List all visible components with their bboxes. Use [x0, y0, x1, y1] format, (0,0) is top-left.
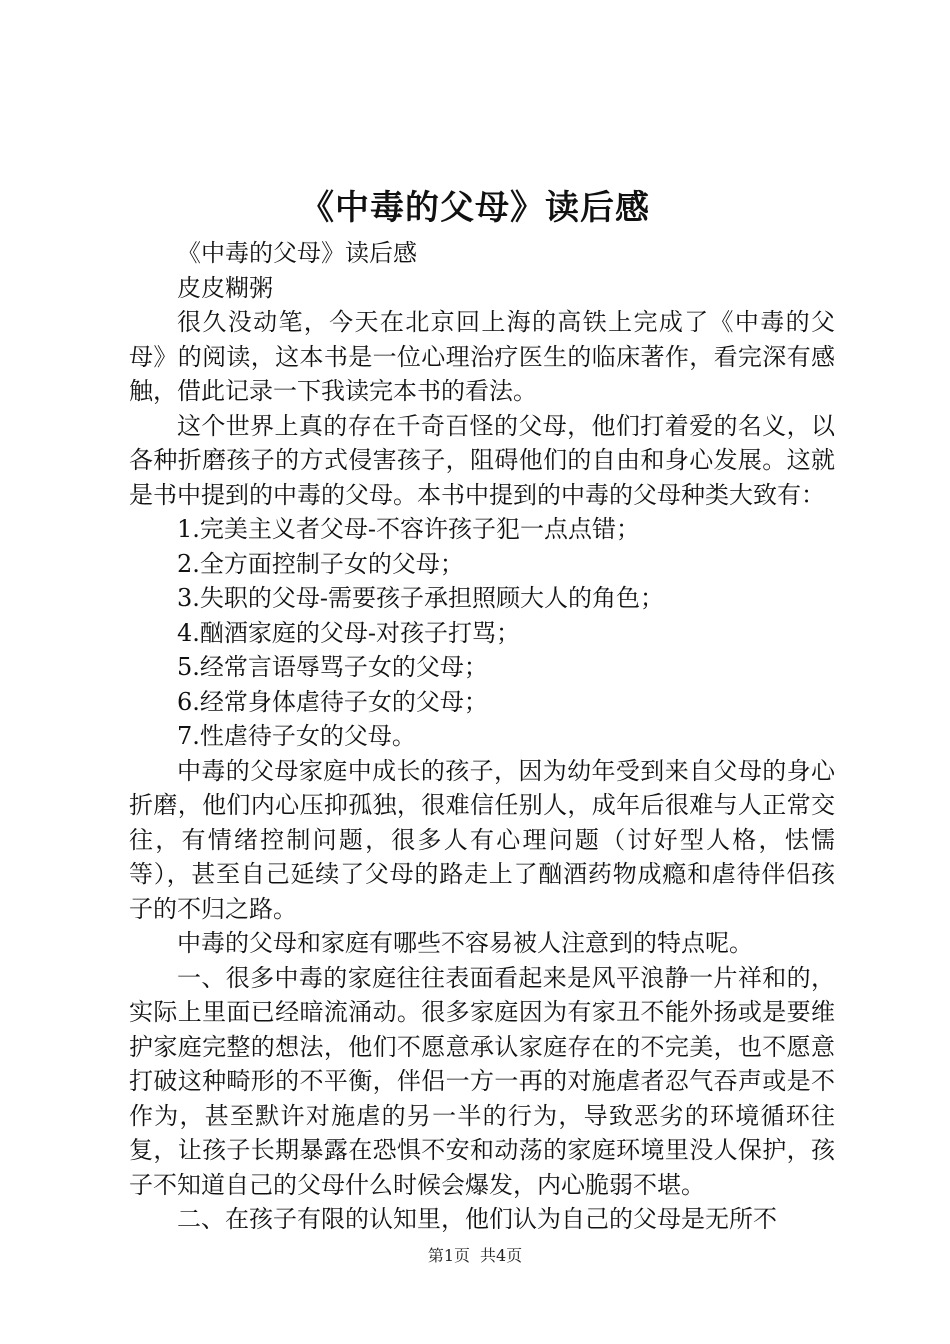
- list-item: 7.性虐待子女的父母。: [177, 722, 416, 750]
- page-number: 第1页: [427, 1246, 470, 1265]
- page-footer: [0, 1244, 950, 1268]
- list-item: 6.经常身体虐待子女的父母；: [177, 687, 488, 716]
- paragraph: 二、在孩子有限的认知里，他们认为自己的父母是无所不: [177, 1205, 777, 1233]
- list-item: 1.完美主义者父母-不容许孩子犯一点点错；: [177, 515, 641, 543]
- paragraph-subtitle: 《中毒的父母》读后感: [177, 239, 417, 267]
- page-total: 共4页: [480, 1246, 523, 1265]
- list-item: 3.失职的父母-需要孩子承担照顾大人的角色；: [177, 584, 665, 612]
- paragraph: 中毒的父母和家庭有哪些不容易被人注意到的特点呢。: [177, 929, 753, 957]
- paragraph: 这个世界上真的存在千奇百怪的父母，他们打着爱的名义，以各种折磨孩子的方式侵害孩子，阻碍他们的自由和身心发展。这就是书中提到的中毒的父母。本书中提到的中毒的父母种类大致有：: [129, 411, 835, 509]
- list-item: 5.经常言语辱骂子女的父母；: [177, 653, 488, 681]
- document-body: [129, 236, 835, 1237]
- document-title: 《中毒的父母》读后感: [300, 188, 650, 228]
- list-item: 4.酗酒家庭的父母-对孩子打骂；: [177, 618, 521, 647]
- paragraph-author: 皮皮糊粥: [177, 273, 273, 302]
- paragraph: 中毒的父母家庭中成长的孩子，因为幼年受到来自父母的身心折磨，他们内心压抑孤独，很难信任别人，成年后很难与人正常交往，有情绪控制问题，很多人有心理问题（讨好型人格，怯懦等），甚至自己延续了父母的路走上了酗酒药物成瘾和虐待伴侣孩子的不归之路。: [129, 756, 835, 923]
- paragraph: 很久没动笔，今天在北京回上海的高铁上完成了《中毒的父母》的阅读，这本书是一位心理治疗医生的临床著作，看完深有感触，借此记录一下我读完本书的看法。: [129, 308, 835, 405]
- paragraph: 一、很多中毒的家庭往往表面看起来是风平浪静一片祥和的，实际上里面已经暗流涌动。很多家庭因为有家丑不能外扬或是要维护家庭完整的想法，他们不愿意承认家庭存在的不完美，也不愿意打破这种畸形的不平衡，伴侣一方一再的对施虐者忍气吞声或是不作为，甚至默许对施虐的另一半的行为，导致恶劣的环境循环往复，让孩子长期暴露在恐惧不安和动荡的家庭环境里没人保护，孩子不知道自己的父母什么时候会爆发，内心脆弱不堪。: [129, 963, 835, 1199]
- list-item: 2.全方面控制子女的父母；: [177, 549, 464, 578]
